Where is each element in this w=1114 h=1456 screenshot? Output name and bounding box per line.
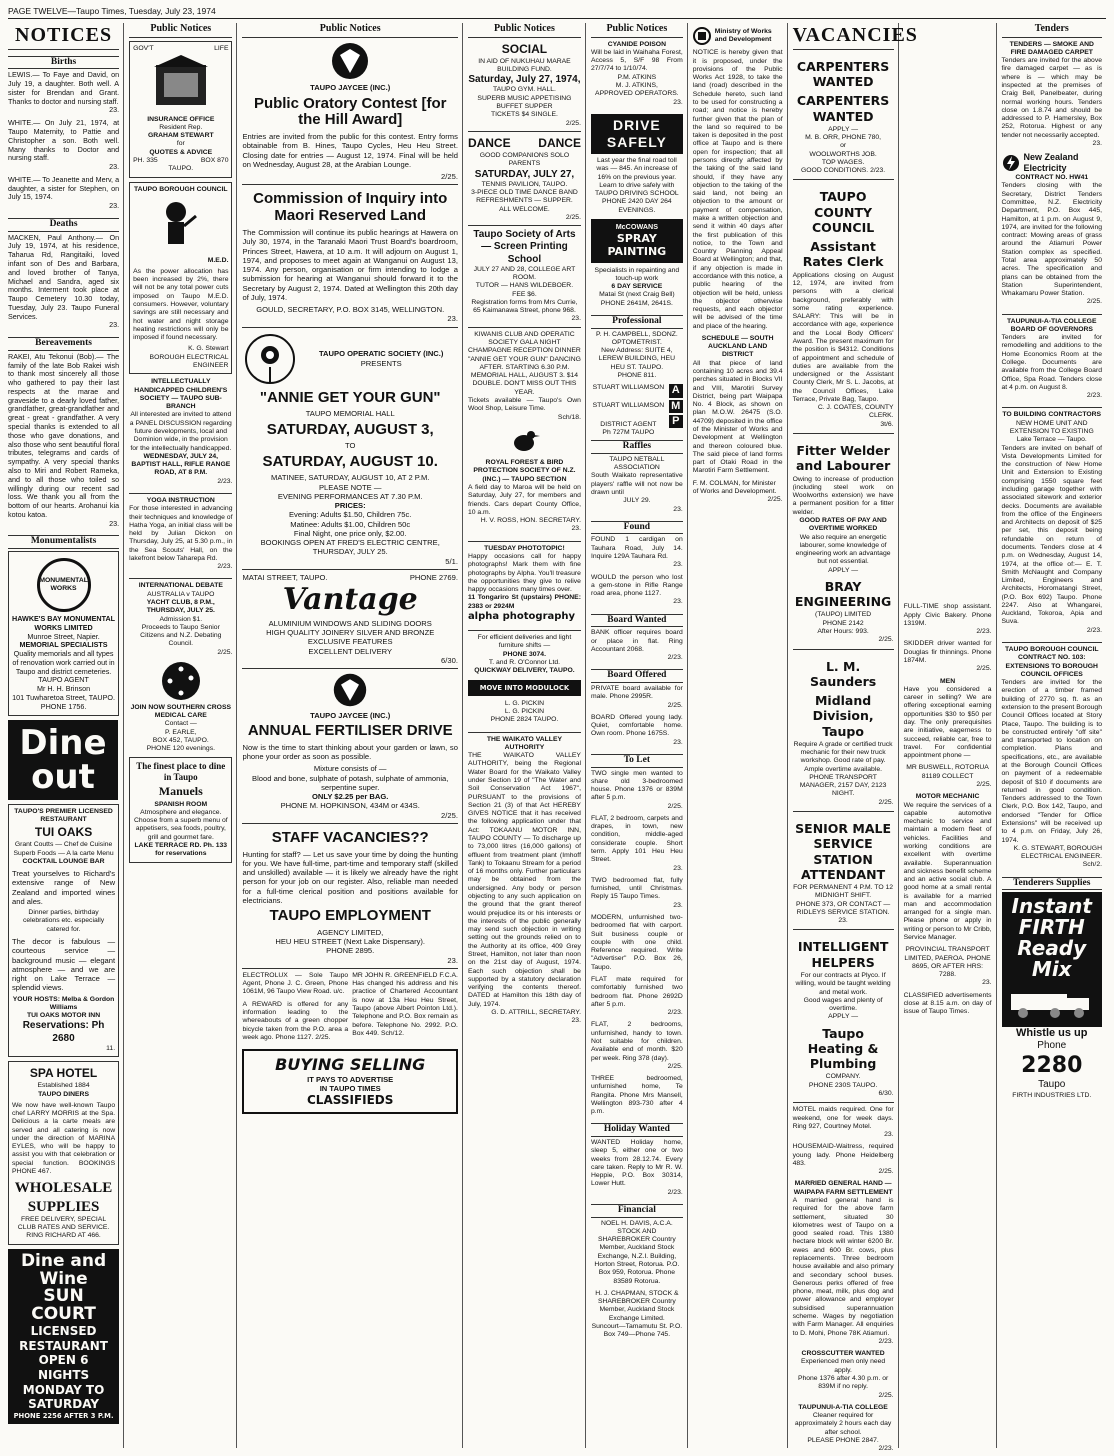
public-works-notice: NOTICE is hereby given that it is proposed, under the provisions of the Public Works Act 1928, to take the land (road) described in the Schedule hereto, such land to be used for constructing a road; and notice is hereby further given that the plan of the land so required to be taken is deposited in the post office at Taupo and is there open for inspection; that all persons directly affected by the taking of the said land should, if they have any objection to the taking of the said land, not being an objection to the amount or payment of compensation, make a written objection and send it within 40 days after the first publication of this notice, to the Town and Country Planning Appeal Board at Wellington; and that, if any objection is made in accordance with this notice, a public hearing of the objection will be held, unless the objector otherwise requests, and each objector will be advised of the time and place of the hearing. [692, 49, 783, 330]
general-hand-notice: MARRIED GENERAL HAND — WAIPAPA FARM SETTLEMENT A married general hand is required for the above farm settlement, situated 30 kilometres west of Taupo on a good sealed road. This 1380 hectare block will winter 6200 Br. ewes and 600 Br. cows, plus replacements. Three bedroom house available and also primary and secondary school buses. Generous perks offered of free phone, meat, milk, plus dog and power allowance and employer subsidised superannuation scheme. Wages by negotiation with Farm Manager. All enquiries to D. Mohi, Phone 78K Atiamuri. 2/23. [792, 1180, 894, 1345]
to-let-notice: THREE bedroomed, unfurnished home, Te Rangita. Phone Mrs Mansell, Wellington 893-730 after 4 p.m. [590, 1075, 683, 1116]
schedule-heading: SCHEDULE — SOUTH AUCKLAND LAND DISTRICT [701, 334, 774, 359]
shop-assistant-notice: FULL-TIME shop assistant. Apply Civic Bakery. Phone 1319M. 2/23. [903, 603, 992, 636]
borough-council-ad: TAUPO BOROUGH COUNCIL M.E.D. As the power allocation has been increased by 2%, there will not be any total power cuts imposed on Taupo M.E.D. consumers. However, voluntary savings are still necessary and hot water and night storage heating restrictions will only be imposed if found necessary. K. G. Stewart BOROUGH ELECTRICAL ENGINEER [129, 182, 232, 375]
divider [468, 630, 581, 631]
firth-ready-mix-ad: Instant FIRTH Ready Mix [1002, 892, 1102, 1027]
classified-deadline-notice: CLASSIFIED advertisements close at 8.15 a.m. on day of issue of Taupo Times. [903, 991, 992, 1016]
divider [468, 732, 581, 733]
monumentalists-heading: Monumentalists [8, 535, 119, 549]
raffles-notice: TAUPO NETBALL ASSOCIATION South Waikato representative players' raffle will not now be drawn until JULY 29. 23. [590, 455, 683, 513]
amp-logo: A M P [669, 384, 683, 437]
service-station-ad: SENIOR MALE SERVICE STATION ATTENDANT FOR PERMANENT 4 P.M. TO 12 MIDNIGHT SHIFT. PHONE 373, OR CONTACT — RIDLEYS SERVICE STATION. 23. [793, 815, 894, 930]
buying-selling-banner: BUYING SELLING IT PAYS TO ADVERTISE IN TAUPO TIMES CLASSIFIEDS [242, 1049, 457, 1114]
crosscutter-notice: CROSSCUTTER WANTED Experienced men only need apply. Phone 1376 after 4.30 p.m. or 839M if no reply. 2/25. [797, 1350, 894, 1399]
board-offered-notice: BOARD Offered young lady. Quiet, comfortable home. Own room. Phone 1675S. 23. [590, 713, 683, 746]
spa-hotel-ad: SPA HOTEL Established 1884 TAUPO DINERS We now have well-known Taupo chef LARRY MORRIS at the Spa. Delicious a la carte meals are served and all catering is now under the direction of MARINA EYLES, who will be happy to assist you with that celebration or special function. BOOKINGS PHONE 467. WHOLESALE SUPPLIES FREE DELIVERY, SPECIAL CLUB RATES AND SERVICE. RING RICHARD AT 466. [8, 1061, 119, 1245]
buswell-contact: MR BUSWELL, ROTORUA 81189 COLLECT 2/25. [906, 764, 992, 788]
divider [129, 493, 232, 494]
college-board-tender: TAUPUNUI-A-TIA COLLEGE BOARD OF GOVERNORS Tenders are invited for remodelling and additions to the Home Economics Room at the College. Documents are available from the College Board Office, Spa Road. Tenders close at 4 p.m. on August 8. 2/23. [1001, 317, 1102, 400]
handicapped-society-notice: INTELLECTUALLY HANDICAPPED CHILDREN'S SOCIETY — TAUPO SUB-BRANCH All interested are invited to attend a PANEL DISCUSSION regarding future developments, local and Dominion wide, in the provision for the intellectually handicapped. WEDNESDAY, JULY 24, BAPTIST HALL, RIFLE RANGE ROAD, AT 8 P.M. 2/23. [129, 378, 233, 485]
modulock-banner: MOVE INTO MODULOCK [468, 680, 581, 696]
cyanide-notice: CYANIDE POISON Will be laid in Waihaha Forest, Access 5, S/F 98 From 27/7/74 to 1/10/74. P.M. ATKINS M. J. ATKINS, APPROVED OPERATORS. 23. [590, 40, 683, 106]
divider [242, 327, 457, 328]
board-wanted-heading: Board Wanted [591, 614, 683, 628]
pickin-ad: L. G. PICKIN L. G. PICKIN PHONE 2824 TAUPO. [490, 699, 559, 724]
jaycee-shield-icon [330, 41, 370, 81]
column-public-notices-1 [129, 23, 237, 1448]
fitter-welder-ad: Fitter Welder and Labourer Owing to increase of production (including steel work on Woolworths extension) we have a permanent position for a fitter welder. GOOD RATES OF PAY AND OVERTIME WORKED We also require an energetic labourer, some knowledge of engineering work an advantage but not essential. APPLY — BRAY ENGINEERING (TAUPO) LIMITED PHONE 2142 After Hours: 993. 2/25. [793, 437, 894, 650]
cement-truck-icon [1007, 980, 1097, 1020]
divider [1002, 314, 1102, 315]
holiday-wanted-notice: WANTED Holiday home, sleep 5, either one or two weeks from 28.12.74. Every care taken. Reply to Mr R. W. Heppie, P.O. Box 30314, Lower Hutt. 2/23. [590, 1139, 683, 1196]
sun-court-ad: Dine and Wine SUN COURT LICENSED RESTAURANT OPEN 6 NIGHTS MONDAY TO SATURDAY PHONE 2256 AFTER 3 P.M. [8, 1249, 119, 1424]
to-let-notice: FLAT, 2 bedrooms, unfurnished, handy to town. Not suitable for children. Available end of month. $20 per week. Ring 378 (day). 2/25. [590, 1021, 683, 1070]
column-situations [904, 23, 997, 1448]
birth-notice: WHITE.— To Jeanette and Merv, a daughter, a sister for Stephen, on July 15, 1974. 23. [8, 174, 120, 211]
skidder-notice: SKIDDER driver wanted for Douglas fir thinnings. Phone 1874M. 2/25. [903, 640, 992, 673]
electrolux-notice: ELECTROLUX — Sole Taupo Agent, Phone J. C. Green, Phone 1061M, 96 Taupo View Road. u/c. [242, 971, 349, 996]
govt-life-building-icon [146, 55, 216, 111]
electricity-contract: CONTRACT NO. HW41 Tenders closing with the Secretary, District Tenders Committee, N.Z. Electricity Department, P.O. Box 445, Hamilton, at 1 p.m. on August 9, 1974, are invited for the following contract: Mowing areas of grass around the Atiamuri Power Station complex as specified. Total area approximately 50 acres. The specification and plans can be obtained from the Station Superintendent, Whakamaru Power Station. 2/25. [1001, 174, 1102, 306]
found-heading: Found [591, 521, 683, 535]
ministry-crest-icon [693, 27, 711, 45]
to-let-notice: MODERN, unfurnished two-bedroomed flat with carport. Suit business couple or couple with one child. Reference required. Write "Advertiser" P.O. Box 26, Taupo. [590, 914, 683, 971]
found-notice: WOULD the person who lost a gem-stone in Rifle Range road area, phone 1127. 23. [590, 573, 683, 606]
optometrist-notice: P. H. CAMPBELL, SDONZ. OPTOMETRIST. New Address: SUITE 4, LEREW BUILDING, HEU HEU ST. TAUPO. PHONE 811. [595, 330, 678, 379]
found-notice: FOUND 1 cardigan on Tauhara Road, July 14. Inquire 129A Tauhara Rd. 23. [590, 536, 683, 569]
board-offered-notice: PRIVATE board available for male. Phone 2995R. 2/25. [590, 684, 683, 709]
small-notices-right [352, 972, 458, 1046]
public-notices-heading: Public Notices [468, 23, 581, 37]
fertiliser-drive-ad: TAUPO JAYCEE (INC.) ANNUAL FERTILISER DRIVE Now is the time to start thinking about your garden or lawn, so phone your order as soon as possible. Mixture consists of — Blood and bone, sulphate of potash, sulphate of ammonia, serpentine super. ONLY $2.25 per BAG. PHONE M. HOPKINSON, 434M or 434S. 2/25. [242, 672, 457, 820]
forest-bird-notice: ROYAL FOREST & BIRD PROTECTION SOCIETY OF N.Z. (INC.) — TAUPO SECTION A field day to Maroa will be held on Saturday, July 27, for members and friends. Cars depart County Office, 10 a.m. H. V. ROSS, HON. SECRETARY. 23. [468, 426, 581, 534]
divider [129, 578, 232, 579]
spray-painting-details: Specialists in repainting and touch-up work 6 DAY SERVICE Matai St (next Craig Bell) PHONE 2641M, 2641S. [594, 266, 680, 307]
whistle-us-up-ad: Whistle us up Phone 2280 Taupo FIRTH INDUSTRIES LTD. [1012, 1027, 1092, 1099]
small-notices-left [242, 972, 348, 1046]
notices-heading: NOTICES [8, 23, 119, 49]
jaycee-oratory-notice: TAUPO JAYCEE (INC.) Public Oratory Contest [for the Hill Award] Entries are invited from the public for this contest. Entry forms obtainable from B. Hines, Taupo Cycles, Heu Heu Street. Closing date for entries — August 12, 1974. Final will be held on Wednesday, August 28, at the Arabian Lounge. 2/25. [242, 41, 457, 182]
nz-electricity-header: New Zealand Electricity [1002, 152, 1102, 174]
motor-mechanic-heading: MOTOR MECHANIC [915, 793, 980, 801]
column-vacancies [792, 23, 918, 1453]
borough-extension-tender: TAUPO BOROUGH COUNCIL CONTRACT NO. 103: EXTENSIONS TO BOROUGH COUNCIL OFFICES Tenders are invited for the erection of a timber framed building of 2770 sq. ft. as an extension to the present Borough Council Offices located at Story Place, Taupo. The building is to be constructed entirely "off site" and transported to location on completion. Plans and specifications, etc., are available at the Borough Council Offices on payment of a redeemable deposit of $10 if documents are returned in good condition. Tenders addressed to the Town Clerk, P.O. Box 142, Taupo, and endorsed "Tender for Office Extensions" will be received up to 4 p.m. on Friday, July 26, 1974. K. G. STEWART, BOROUGH ELECTRICAL ENGINEER. Sch/2. [1001, 646, 1102, 869]
building-contractors-tender: TO BUILDING CONTRACTORS NEW HOME UNIT AND EXTENSION TO EXISTING Lake Terrace — Taupo. Tenders are invited on behalf of Vista Developments Limited for the construction of New Home Unit and Extension to Existing comprising 1550 square feet including garage together with associated sitework and exterior decks. Documents are available from the office of the Engineers and Architects on deposit of $25 per set, this deposit being refundable on return of documents. Tenders close at 4 p.m. on Wednesday, August 14, 1974, at the office of:— E. T. Smith McNaught and Company Limited, Engineers and Architects, Horomatangi Street, (P.O. Box 692) Taupo. Phone 2247. Also at Whangarei, Auckland, Tokoroa, Apia and Suva. 2/23. [1001, 411, 1102, 634]
public-notices-heading: Public Notices [591, 23, 683, 37]
mccowans-ad: McCOWANS SPRAY PAINTING [591, 219, 683, 263]
board-wanted-notice: BANK officer requires board or place in flat. Ring Accountant 2068. 2/23. [590, 629, 683, 662]
southern-cross-star-icon [161, 661, 201, 701]
death-notice: MACKEN, Paul Anthony.— On July 19, 1974, at his residence, Taharua Rd, Rangitaiki, loved infant son of Des and Barbara, and loved brother of Tanya, Michael and Sandra, aged six months. Interment took place at Taupo Cemetery 10.30 today, Tuesday, July 23. Taupo Funeral Services. 23. [8, 232, 120, 330]
rates-clerk-ad: TAUPO COUNTY COUNCIL Assistant Rates Clerk Applications closing on August 12, 1974, are invited from persons with a clerical background, preferably with some rating experience. SALARY: This will be in accordance with age, experience and the Local Body Officers' Award. The present maximum for the position is $4312. Conditions of appointment and schedule of duties are available from the undersigned or the Assistant County Clerk, Mr S. L. Jacobs, at the Council Offices, Lake Terrace, Private Bag, Taupo. C. J. COATES, COUNTY CLERK. 3t/6. [793, 183, 894, 434]
operatic-society-ad: TAUPO OPERATIC SOCIETY (INC.) PRESENTS "ANNIE GET YOUR GUN" TAUPO MEMORIAL HALL SATURDAY, AUGUST 3, TO SATURDAY, AUGUST 10. MATINEE, SATURDAY, AUGUST 10, AT 2 P.M. PLEASE NOTE — EVENING PERFORMANCES AT 7.30 P.M. PRICES: Evening: Adults $1.50, Children 75c. Matinee: Adults $1.00, Children 50c Final Night, one price only, $2.00. BOOKINGS OPEN AT FRED'S ELECTRIC CENTRE, THURSDAY, JULY 25. 5/1. [242, 331, 457, 566]
men-heading: MEN [940, 677, 956, 685]
divider [468, 131, 581, 132]
holiday-wanted-heading: Holiday Wanted [591, 1123, 683, 1137]
column-public-notices-4 [591, 23, 688, 1448]
tenderers-supplies-heading: Tenderers Supplies [1002, 877, 1102, 891]
debate-notice: INTERNATIONAL DEBATE AUSTRALIA v TAUPO YACHT CLUB, 8 P.M., THURSDAY, JULY 25. Admission $1. Proceeds to Taupo Senior Citizens and N.Z. Debating Council. 2/25. [138, 582, 233, 656]
dance-ad: DANCE DANCE GOOD COMPANIONS SOLO PARENTS SATURDAY, JULY 27, TENNIS PAVILION, TAUPO. 3-PIECE OLD TIME DANCE BAND REFRESHMENTS — SUPPER. ALL WELCOME. 2/25. [467, 135, 581, 221]
motel-maids-notice: MOTEL maids required. One for weekend, one for week days. Ring 927, Courtney Motel. 23. [792, 1106, 894, 1139]
bereavements-heading: Bereavements [8, 337, 119, 351]
professional-heading: Professional [591, 315, 683, 329]
divider [242, 823, 457, 824]
birth-notice: WHITE.— On July 21, 1974, at Taupo Maternity, to Pattie and Christopher a son. Both well. Many thanks to Doctor and nursing staff. 23. [8, 118, 120, 172]
ministry-signature: F. M. COLMAN, for Minister of Works and Development. [692, 479, 777, 495]
monumental-works-ad: MONUMENTAL WORKS HAWKE'S BAY MONUMENTAL WORKS LIMITED Munroe Street, Napier. MEMORIAL SPECIALISTS Quality memorials and all types of renovation work carried out in Taupo and district cemeteries. TAUPO AGENT Mr H. H. Brinson 101 Tuwharetoa Street, TAUPO. PHONE 1756. [8, 551, 119, 716]
schedule-body: All that piece of land containing 10 acres and 39.4 perches situated in Blocks VII and VIII, Marotiri Survey District, being part Waipapa No. 4 Block, as shown on plan M.O.W. 26475 (S.O. 44709) deposited in the office of the Minister of Works and Development at Wellington and thereon coloured blue. The said piece of land forms part of Otaki Road in the Marotiri Farm Settlement. [692, 359, 783, 475]
to-let-heading: To Let [591, 754, 683, 768]
motor-mechanic-notice: We require the services of a capable automotive mechanic to service and maintain a modern fleet of vehicles. Facilities and working conditions are excellent with overtime available. Superannuation and sickness benefit scheme and an active social club. A good home at a small rental is available for a married man and accommodation arranged for a single man. Please phone or apply in writing or person to Mr Cribb, Service Manager. [903, 801, 992, 942]
manuels-ad: The finest place to dine in Taupo Manuels SPANISH ROOM Atmosphere and elegance. Choose from a superb menu of appetisers, sea foods, poultry, grill and gourmet fare. LAKE TERRACE RD. Ph. 133 for reservations [129, 757, 232, 862]
yoga-notice: YOGA INSTRUCTION For those interested in advancing their techniques and knowledge of Hatha Yoga, an initial class will be held by Julian Dickon on Thursday, July 25, at 5.30 p.m., in the Sea Scouts' Hall, on the lakefront below Taharepa Rd. 2/23. [129, 496, 233, 571]
amp-agent-ad: STUART WILLIAMSON STUART WILLIAMSON DISTRICT AGENT Ph 727M TAUPO A M P [591, 384, 683, 437]
cleaner-notice: TAUPUNUI-A-TIA COLLEGE Cleaner required for approximately 2 hours each day after school. PLEASE PHONE 2847. 2/23. [794, 1403, 894, 1453]
electricity-logo-icon [1002, 154, 1020, 172]
birth-notice: LEWIS.— To Faye and David, on July 19, a daughter. Both well. A sister for Brendan and Grant. Thanks to doctor and nursing staff. 23. [8, 70, 120, 115]
davis-sharebroker: NOEL H. DAVIS, A.C.A. STOCK AND SHAREBROKER Country Member, Auckland Stock Exchange, N.Z.I. Building, Horton Street, Rotorua. P.O. Box 959, Rotorua. Phone 83589 Rotorua. [594, 1219, 680, 1285]
column-tenders [1002, 23, 1106, 1448]
bereavement-notice: RAKEI, Atu Tekonui (Bob).— The family of the late Bob Rakei wish to thank most sincerely all those who gathered to pay their last respects at the marae and graveside to a dearly loved father, grandfather, great-grandfather and great - great - grandfather. A very special thanks is extended to all those who gave donations, and also those who sent beautiful floral tributes, telegrams and cards of sympathy. A very special thanks also to Miri and Robert Rameka, and to all those who toiled so willingly during our recent sad loss. We thank you all from the bottom of our hearts. Arohanui kia kotou katoa. 23. [8, 351, 120, 528]
arts-society-ad: Taupo Society of Arts — Screen Printing School JULY 27 AND 28, COLLEGE ART ROOM. TUTOR — HANS WILDEBOER. FEE $6. Registration forms from Mrs Currie, 65 Kaimanawa Street, phone 968. 23. [471, 229, 581, 323]
public-notices-heading: Public Notices [242, 23, 457, 37]
driving-school-ad: Last year the final road toll was — 845. An increase of 16% on the previous year. Learn to drive safely with TAUPO DRIVING SCHOOL PHONE 2420 DAY 264 EVENINGS. [595, 156, 679, 214]
deaths-heading: Deaths [8, 218, 119, 232]
greenfield-notice: MR JOHN R. GREENFIELD F.C.A. Has changed his address and his practice of Chartered Accountant is now at 13a Heu Heu Street, Taupo (above Albert Pointon Ltd.). Telephone and P.O. Box remain as before. Telephone No. 2992. P.O. Box 449. Sch/12. [352, 971, 458, 1037]
vacancies-heading: VACANCIES [793, 23, 894, 49]
column-ministry-notice: Ministry of Works and Development NOTICE is hereby given that it is proposed, under the provisions of the Public Works Act 1928, to take the land (road) described in the Schedule hereto, such land to be used for constructing a road; and notice is hereby further given that the plan of the land so required to be taken is deposited in the post office at Taupo and is there open for inspection; that all persons directly affected by the taking of the said land should, if they have any objection to the taking of the said land, not being an objection to the amount or payment of compensation, make a written objection and send it within 40 days after the first publication of this notice, to the Town and Country Planning Appeal Board at Wellington; and that, if any objection is made in accordance with this notice, a public hearing of the objection will be held, unless the objector otherwise requests, and each objector will be advised of the time and place of the hearing. SCHEDULE — SOUTH AUCKLAND LAND DISTRICT All that piece of land containing 10 acres and 39.4 perches situated in Blocks VII and VIII, Marotiri Survey District, being part Waipapa No. 4 Block, as shown on plan M.O.W. 26475 (S.O. 44709) deposited in the office of the Minister of Works and Development at Wellington and thereon coloured blue. The said piece of land forms part of Otaki Road in the Marotiri Farm Settlement. F. M. COLMAN, for Minister of Works and Development. 2/25. [693, 23, 788, 1448]
southern-cross-ad: JOIN NOW SOUTHERN CROSS MEDICAL CARE Contact — P. EARLE, BOX 452, TAUPO. PHONE 120 evenings. [129, 661, 232, 753]
commission-inquiry-notice: Commission of Inquiry into Maori Reserved Land The Commission will continue its public hearings at Hawera on July 30, 1974, in the Taranaki Maori Trust Board's boardroom, Princes Street, Hawera, at 10 a.m. It will adjourn on August 1, 1974, and proposes to meet again at Wanganui on August 13, 1974. Any person, organisation or firm intending to lodge a submission for hearing at Wanganui should forward it to the Secretary by August 2, 1974. Dated at Wellington this 20th day of July, 1974. GOULD, SECRETARY, P.O. BOX 3145, WELLINGTON. 23. [242, 190, 458, 324]
staff-vacancies-ad: STAFF VACANCIES?? Hunting for staff? — Let us save your time by doing the hunting for you. We have full-time, part-time and temporary staff (skilled and unskilled) available — it is likely we already have the right person for your job on our register. Also, reliable man needed for a full-time clerical position and positions available for electricians. TAUPO EMPLOYMENT AGENCY LIMITED, HEU HEU STREET (Next Lake Dispensary). PHONE 2895. 23. [242, 828, 458, 965]
board-offered-heading: Board Offered [591, 669, 683, 683]
divider [1002, 407, 1102, 408]
selling-career-notice: Have you considered a career in selling? We are offering exceptional earning opportunities $30 to $50 per day. The only prerequisites are initiative, eagerness to succeed, reliable car, free to travel. For confidential appointment phone — [903, 685, 992, 760]
to-let-notice: FLAT mate required for comfortably furnished two bedroom flat. Phone 2692D after 5 p.m. 2/23. [590, 975, 683, 1017]
divider [242, 569, 457, 570]
public-notices-heading: Public Notices [129, 23, 232, 37]
divider [468, 327, 581, 328]
waikato-valley-notice: THE WAIKATO VALLEY AUTHORITY THE WAIKATO VALLEY AUTHORITY, being the Regional Water Board for the Waikato Valley under Section 19 of "The Water and Soil Conservation Act 1967", PURSUANT to the provisions of Section 21 (3) of that Act HEREBY GIVES NOTICE that it has received the following application under that Act: TOKAANU MOTOR INN, TAUPO COUNTY — To discharge up to 73,000 litres (16,000 gallons) of effluent from treatment plant (Imhoff Tank) to Tokaanu Stream for a period of 16 months only. Further particulars may be obtained from the undersigned. Any body or person objecting to any such application on the ground that the grant thereof would prejudice its or his interests or the interests of the public generally may send such objection in writing setting out the grounds relied on to the Authority at its office, 409 Grey Street, Hamilton, not later than noon on the 21st day of August, 1974. Each such objection shall be supported by a statutory declaration verifying the contents thereof. DATED at Hamilton this 18th day of July, 1974. G. D. ATTRILL, SECRETARY. 23. [467, 735, 581, 1025]
reward-notice: A REWARD is offered for any information leading to the whereabouts of a green chopper bicycle taken from the P.O. area a week ago. Phone 1127. 2/25. [242, 1000, 349, 1041]
med-mascot-icon [146, 196, 216, 252]
social-ad: SOCIAL IN AID OF NUKUHAU MARAE BUILDING FUND. Saturday, July 27, 1974, TAUPO GYM. HALL. SUPERB MUSIC APPETISING BUFFET SUPPER TICKETS $4 SINGLE. 2/25. [468, 41, 581, 127]
alpha-photography-ad: TUESDAY PHOTOTOPIC! Happy occasions call for happy photographs! Mark them with fine photographs by Alpha. You'll treasure the opportunities they give to relive happy occasions many times over. 11 Tongariro St (upstairs) PHONE: 2383 or 2924M alpha photography [467, 544, 581, 622]
operatic-mask-icon [242, 331, 298, 387]
housemaid-notice: HOUSEMAID-Waitress, required young lady. Phone Heidelberg 483. 2/25. [792, 1143, 894, 1176]
quickway-delivery-ad: For efficient deliveries and light furniture shifts — PHONE 3074. T. and R. O'Connor Ltd. QUICKWAY DELIVERY, TAUPO. [474, 634, 575, 675]
carpet-tender: TENDERS — SMOKE AND FIRE DAMAGED CARPET Tenders are invited for the above fire damaged carpet — as is where is — which may be inspected at the premises of Craig Bell, Panelbeater, during normal working hours. Tenders close on 1.8.74 and should be addressed to P. Hamersley, Box 252, Rotorua. Highest or any tender not necessarily accepted. 23. [1001, 40, 1102, 147]
kiwanis-notice: KIWANIS CLUB AND OPERATIC SOCIETY GALA NIGHT CHAMPAGNE RECEPTION DINNER "ANNIE GET YOUR GUN" DANCING AFTER. STARTING 6.30 P.M. MEMORIAL HALL, AUGUST 3. $14 DOUBLE. DON'T MISS OUT THIS YEAR. Tickets available — Taupo's Own Wool Shop, Leisure Time. Sch/18. [467, 330, 581, 421]
raffles-heading: Raffles [591, 440, 683, 454]
provincial-transport: PROVINCIAL TRANSPORT LIMITED, PAEROA. PHONE 8695, OR AFTER HRS: 7288. 23. [904, 946, 992, 987]
saunders-ad: L. M. Saunders Midland Division, Taupo Require A grade or certified truck mechanic for their new truck workshop. Good rate of pay. Ample overtime available. PHONE TRANSPORT MANAGER, 2157 DAY, 2123 NIGHT. 2/25. [793, 653, 894, 813]
column-public-notices-2 [242, 23, 462, 1448]
births-heading: Births [8, 56, 119, 70]
to-let-notice: TWO single men wanted to share old 3-bedroomed house. Phone 1376 or 839M after 5 p.m. 2/25. [590, 769, 683, 810]
dine-out-banner: Dine out [8, 720, 118, 800]
carpenters-wanted-ad: CARPENTERS WANTED CARPENTERS WANTED APPLY — M. B. ORR, PHONE 780, or WOOLWORTHS JOB. TOP WAGES. GOOD CONDITIONS. 2/23. [793, 53, 894, 181]
vantage-ad: MATAI STREET, TAUPO. PHONE 2769. Vantage ALUMINIUM WINDOWS AND SLIDING DOORS HIGH QUALITY JOINERY SILVER AND BRONZE EXCLUSIVE FEATURES EXCELLENT DELIVERY 6/30. [242, 572, 458, 665]
tui-oaks-ad: TAUPO'S PREMIER LICENSED RESTAURANT TUI OAKS Grant Coutts — Chef de Cuisine Superb Foods — A la carte Menu COCKTAIL LOUNGE BAR Treat yourselves to Richard's extensive range of New Zealand and imported wines and ales. Dinner parties, birthday celebrations etc. especially catered for. The decor is fabulous — courteous service — background music — elegant atmosphere — and we are right on Lake Terrace — splendid views. YOUR HOSTS: Melba & Gordon Williams TUI OAKS MOTOR INN Reservations: Ph 2680 11. [8, 804, 119, 1057]
divider [468, 541, 581, 542]
monumental-works-logo: MONUMENTAL WORKS [37, 558, 91, 612]
chapman-sharebroker: H. J. CHAPMAN, STOCK & SHAREBROKER Country Member, Auckland Stock Exchange Limited. Suncourt—Tamamutu St. P.O. Box 749—Phone 745. [591, 1289, 683, 1339]
intelligent-helpers-ad: INTELLIGENT HELPERS For our contracts at Plyco. If willing, would be taught welding and metal work. Good wages and plenty of overtime. APPLY — Taupo Heating & Plumbing COMPANY. PHONE 230S TAUPO. 6/30. [793, 933, 894, 1103]
drive-safely-banner: DRIVE SAFELY [591, 114, 683, 154]
divider [242, 668, 457, 669]
divider [468, 225, 581, 226]
jaycee-shield-icon [332, 672, 368, 708]
to-let-notice: TWO bedroomed flat, fully furnished, until Christmas. Reply 15 Taupo Times. 23. [590, 876, 683, 909]
column-notices [8, 23, 124, 1448]
divider [1002, 642, 1102, 643]
column-public-notices-3 [468, 23, 586, 1448]
divider [242, 968, 457, 969]
bird-icon [506, 426, 542, 456]
divider [242, 184, 457, 185]
govt-life-ad: GOV'T LIFE INSURANCE OFFICE Resident Rep. GRAHAM STEWART for QUOTES & ADVICE PH. 335 BOX 870 TAUPO. [129, 41, 232, 178]
masthead: PAGE TWELVE—Taupo Times, Tuesday, July 23, 1974 [8, 6, 1106, 19]
to-let-notice: FLAT, 2 bedroom, carpets and drapes, in town, new condition, middle-aged considerate couple. Short term. Apply 101 Heu Heu Street. 23. [590, 814, 683, 872]
tenders-heading: Tenders [1002, 23, 1102, 37]
financial-heading: Financial [591, 1204, 683, 1218]
ministry-header: Ministry of Works and Development [693, 27, 783, 45]
